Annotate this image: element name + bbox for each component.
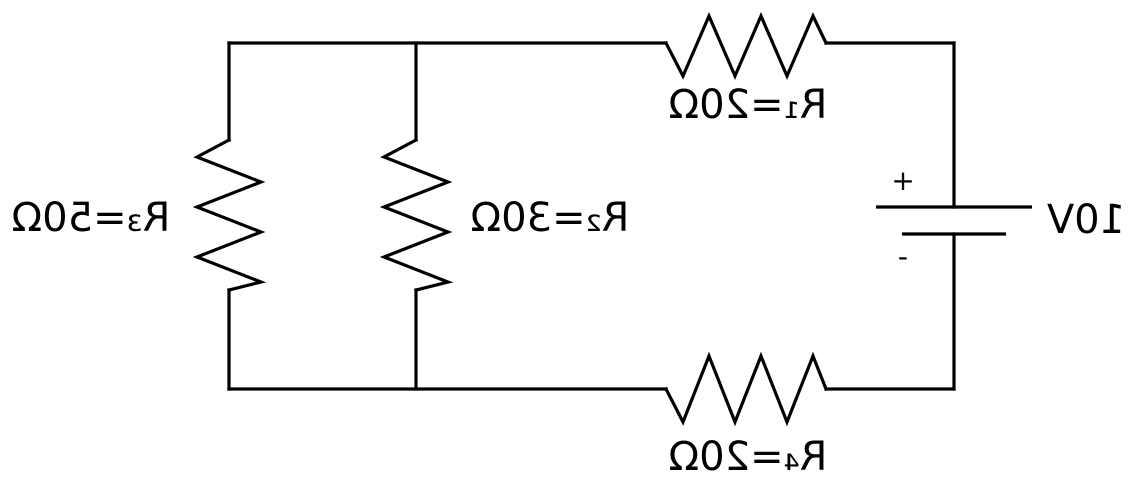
battery-negative-sign: - bbox=[897, 240, 909, 273]
resistor-r2 bbox=[384, 140, 448, 290]
r1-label: R₁=20Ω bbox=[668, 82, 828, 128]
resistor-r1 bbox=[666, 16, 826, 76]
resistor-r3 bbox=[197, 140, 261, 290]
r3-label: R₃=50Ω bbox=[11, 195, 171, 241]
r2-label: R₂=30Ω bbox=[470, 195, 630, 241]
battery-voltage-label: 10V bbox=[1046, 197, 1126, 243]
r4-label: R₄=20Ω bbox=[668, 434, 828, 480]
labels bbox=[12, 82, 1126, 480]
battery-positive-sign: + bbox=[891, 164, 915, 197]
resistor-r4 bbox=[666, 356, 826, 422]
